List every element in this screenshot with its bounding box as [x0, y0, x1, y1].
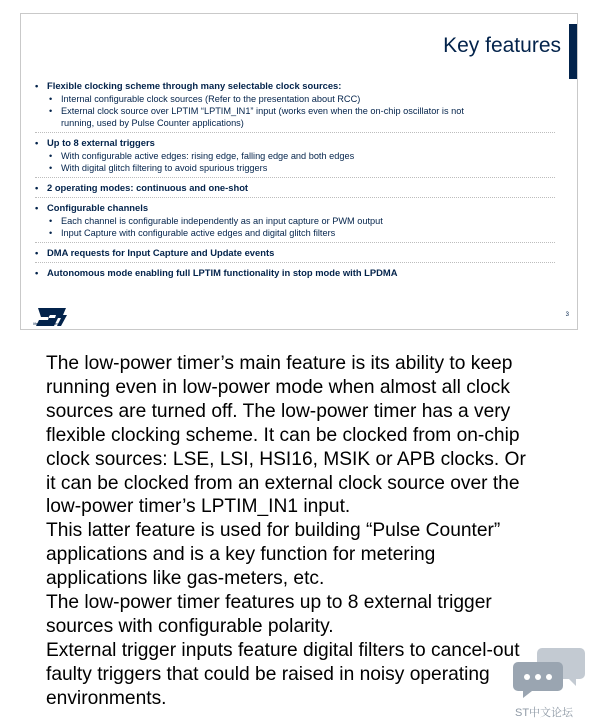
- notes-line: applications like gas-meters, etc.: [46, 568, 325, 590]
- notes-line: it can be clocked from an external clock source over the: [46, 472, 520, 494]
- notes-line: clock sources: LSE, LSI, HSI16, MSIK or APB clocks. Or: [46, 448, 526, 470]
- notes-line: faulty triggers that could be raised in noisy operating: [46, 663, 490, 685]
- sub-bullet-continuation: running, used by Pulse Counter applications): [61, 118, 244, 128]
- sub-bullet: • Internal configurable clock sources (Refer to the presentation about RCC): [49, 94, 361, 104]
- sub-bullet: • With configurable active edges: rising edge, falling edge and both edges: [49, 151, 355, 161]
- logo-tagline: life.augmented: [33, 321, 60, 326]
- notes-line: environments.: [46, 687, 167, 709]
- page-number: 3: [565, 312, 569, 318]
- speaker-notes: [46, 352, 566, 711]
- title-accent-bar: [569, 24, 577, 79]
- notes-line: running even in low-power mode when almost all clock: [46, 376, 510, 398]
- forum-watermark: ST中文论坛: [515, 707, 574, 719]
- bullet-group: [35, 202, 555, 239]
- bullet-heading: • DMA requests for Input Capture and Update events: [35, 247, 275, 258]
- divider: [35, 177, 555, 178]
- sub-bullet: • Input Capture with configurable active edges and digital glitch filters: [49, 228, 336, 238]
- sub-bullet: • With digital glitch filtering to avoid spurious triggers: [49, 163, 268, 173]
- bullet-heading: • Flexible clocking scheme through many selectable clock sources:: [35, 80, 342, 91]
- notes-line: low-power timer’s LPTIM_IN1 input.: [46, 496, 351, 518]
- notes-line: External trigger inputs feature digital filters to cancel-out: [46, 639, 520, 661]
- bullet-group: [35, 137, 555, 174]
- sub-bullet: • Each channel is configurable independently as an input capture or PWM output: [49, 216, 383, 226]
- divider: [35, 132, 555, 133]
- bullet-heading: • Autonomous mode enabling full LPTIM functionality in stop mode with LPDMA: [35, 267, 398, 278]
- slide-title: Key features: [443, 34, 561, 57]
- bullet-group: [35, 80, 555, 129]
- divider: [35, 262, 555, 263]
- sub-bullet: • External clock source over LPTIM “LPTIM_IN1” input (works even when the on-chip oscillator is not: [49, 106, 464, 116]
- notes-line: The low-power timer features up to 8 external trigger: [46, 592, 492, 614]
- bullet-list: [35, 80, 555, 280]
- notes-line: sources are turned off. The low-power timer has a very: [46, 400, 511, 422]
- slide-frame: [20, 13, 578, 330]
- notes-line: flexible clocking scheme. It can be clocked from on-chip: [46, 424, 520, 446]
- bullet-heading: • 2 operating modes: continuous and one-shot: [35, 182, 249, 193]
- notes-line: The low-power timer’s main feature is its ability to keep: [46, 353, 513, 374]
- bullet-heading: • Up to 8 external triggers: [35, 137, 155, 148]
- chat-bubble-icon: [512, 644, 586, 700]
- bullet-group: [35, 267, 555, 279]
- bullet-group: [35, 247, 555, 259]
- notes-line: sources with configurable polarity.: [46, 615, 334, 637]
- bullet-group: [35, 182, 555, 194]
- notes-line: This latter feature is used for building “Pulse Counter”: [46, 520, 501, 542]
- divider: [35, 242, 555, 243]
- divider: [35, 197, 555, 198]
- bullet-heading: • Configurable channels: [35, 202, 149, 213]
- notes-line: applications and is a key function for metering: [46, 544, 436, 566]
